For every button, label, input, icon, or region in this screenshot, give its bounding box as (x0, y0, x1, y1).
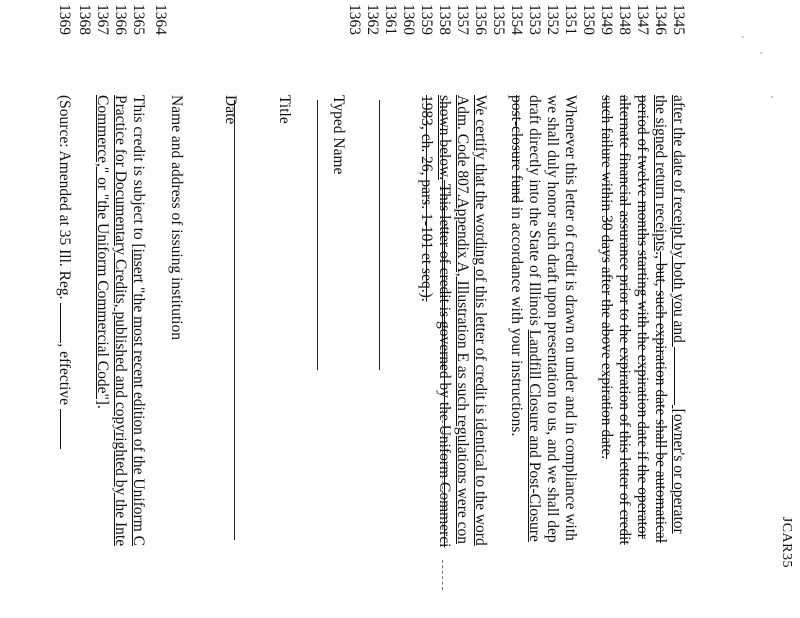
fill-in-blank (60, 303, 73, 343)
line-text (506, 95, 526, 436)
document-code-header: JCAR35 (779, 516, 794, 568)
text-segment: we shall duly honor such draft upon presentation to us, and we shall dep (544, 95, 561, 543)
signature-line (442, 100, 443, 370)
line-text (92, 95, 112, 409)
line-number: 1356 (472, 4, 489, 35)
line-text (542, 95, 562, 543)
institution-line (234, 100, 235, 540)
text-segment: Typed Name (330, 95, 347, 175)
line-number: 1367 (94, 4, 111, 35)
line-number: 1355 (490, 4, 507, 35)
line-text (560, 95, 580, 541)
line-number: 1350 (580, 4, 597, 35)
line-number: 1368 (76, 4, 93, 35)
line-number: 1369 (56, 4, 73, 35)
line-text (434, 95, 454, 547)
text-segment: This credit is subject to (130, 95, 147, 244)
struck-text: This letter of credit is governed by the Uniform Commerci (436, 180, 453, 548)
text-segment: Title (276, 95, 293, 124)
inserted-text: shown below. (436, 95, 453, 181)
struck-text: 1983, ch. 26, pars. 1-101 et seq.). (418, 95, 435, 302)
text-segment: Name and address of issuing institution (168, 95, 185, 340)
inserted-text: [insert "the most recent edition of the Uniform C (130, 243, 147, 546)
line-text (632, 95, 652, 539)
line-text (668, 95, 688, 534)
scan-dashed-line (442, 560, 443, 590)
text-segment: Whenever this letter of credit is drawn on under and in compliance with (562, 95, 579, 541)
line-number: 1362 (364, 4, 381, 35)
line-text (166, 95, 186, 340)
line-text (128, 95, 148, 546)
fill-in-blank (674, 347, 687, 405)
inserted-text: Practice for Documentary Credits, published and copyrighted by the Inte (112, 95, 129, 547)
inserted-text: Adm. Code 807.Appendix A, Illustration E as such regulations were con (454, 95, 471, 544)
line-text (416, 95, 436, 302)
text-segment: draft directly into the State of Illinois (526, 95, 543, 330)
line-text (524, 95, 544, 542)
line-number: 1349 (598, 4, 615, 35)
line-number: 1354 (508, 4, 525, 35)
inserted-text: after the date of receipt by both you and (670, 95, 687, 347)
line-text (110, 95, 130, 546)
inserted-text: Landfill Closure and Post-Closure (526, 329, 543, 542)
line-number: 1351 (562, 4, 579, 35)
line-number: 1352 (544, 4, 561, 35)
inserted-text: Commerce," or "the Uniform Commercial Code"] (94, 95, 111, 405)
text-segment: , effective (56, 343, 73, 409)
text-segment: (Source: Amended at 35 Ill. Reg. (56, 95, 73, 304)
struck-text: period of twelve months starting with the expiration date if the operator (634, 95, 651, 539)
line-number: 1359 (418, 4, 435, 35)
text-segment: in accordance with your instructions. (508, 203, 525, 437)
scan-speck (742, 36, 744, 38)
line-number: 1358 (436, 4, 453, 35)
struck-text: alternate financial assurance prior to the expiration of this letter of credit (616, 95, 633, 545)
line-number: 1361 (382, 4, 399, 35)
line-number: 1364 (152, 4, 169, 35)
text-segment: Date (222, 95, 239, 125)
struck-text: ., but, such expiration date shall be automatical (652, 251, 669, 544)
line-number: 1348 (616, 4, 633, 35)
fill-in-blank (60, 409, 73, 449)
text-segment: . (94, 404, 111, 409)
line-text (614, 95, 634, 545)
struck-text: such failure within 30 days after the above expiration date. (598, 95, 615, 460)
line-text (596, 95, 616, 459)
scan-speck (760, 52, 762, 54)
line-number: 1366 (112, 4, 129, 35)
line-number: 1357 (454, 4, 471, 35)
line-text (274, 95, 294, 124)
inserted-text: the signed return receipts (652, 95, 669, 252)
line-text (54, 95, 74, 449)
inserted-text: We certify that the wording of this letter of credit is identical to the word (472, 95, 489, 546)
line-number: 1363 (346, 4, 363, 35)
struck-text: post-closure fund (508, 95, 525, 204)
line-number: 1353 (526, 4, 543, 35)
line-number: 1345 (670, 4, 687, 35)
line-text (328, 95, 348, 174)
line-number: 1346 (652, 4, 669, 35)
date-line (317, 100, 318, 370)
line-text (650, 95, 670, 543)
scan-speck (771, 96, 773, 98)
inserted-text: [owner's or operator (670, 404, 687, 534)
line-number: 1360 (400, 4, 417, 35)
line-text (470, 95, 490, 546)
scan-dashed-line (442, 410, 443, 530)
line-number: 1347 (634, 4, 651, 35)
line-text (452, 95, 472, 544)
title-line (379, 100, 380, 370)
line-text (220, 95, 240, 124)
line-number: 1365 (130, 4, 147, 35)
